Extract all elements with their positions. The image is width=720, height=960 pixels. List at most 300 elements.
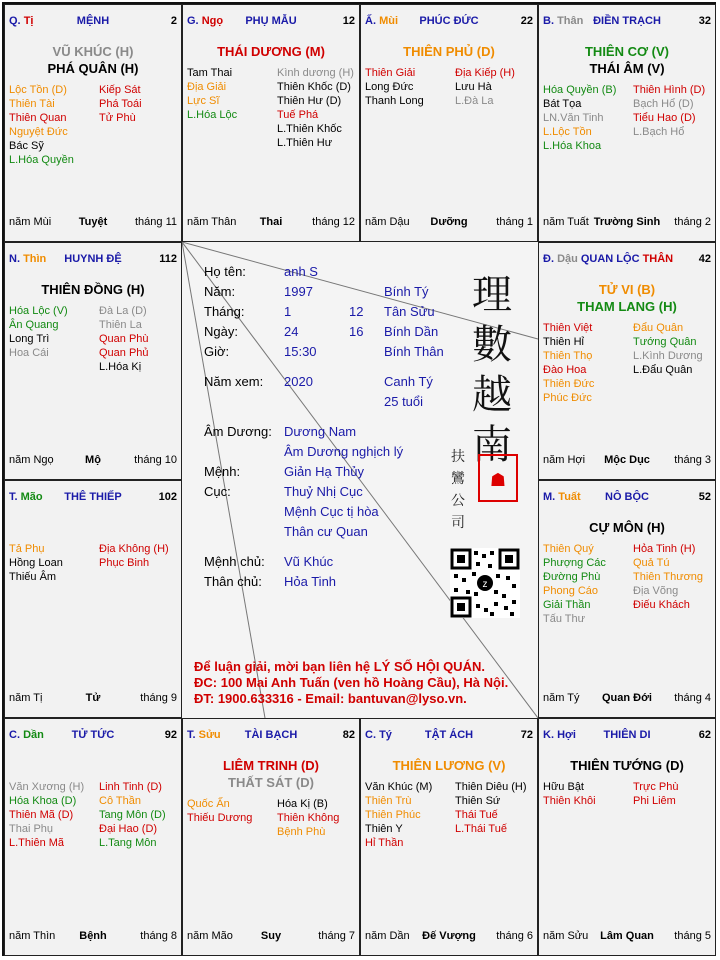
- right-minor-stars: [455, 66, 515, 108]
- palace-name: [5, 491, 181, 503]
- palace-title: TÀI BẠCH: [244, 729, 298, 741]
- day-label: Ngày:: [204, 324, 238, 339]
- minor-star: Tấu Thư: [543, 613, 586, 625]
- main-star: THÁI ÂM (V): [589, 61, 665, 76]
- main-stars: [361, 757, 537, 774]
- amduong-label: Âm Dương:: [204, 424, 272, 439]
- palace-title: TỬ TỨC: [71, 729, 115, 741]
- palace-title: PHỤ MẪU: [245, 15, 297, 27]
- minor-star: Đẩu Quân: [633, 322, 684, 334]
- minor-star: Bệnh Phù: [277, 826, 326, 838]
- minor-star: Thiên Không: [277, 812, 340, 824]
- minor-star: Long Trì: [9, 333, 50, 345]
- minor-star: Hoa Cái: [9, 347, 49, 359]
- minor-star: Thanh Long: [365, 95, 424, 107]
- main-stars: [5, 281, 181, 298]
- amduong-value: Dương Nam: [284, 424, 357, 439]
- publisher-char: 司: [451, 515, 465, 531]
- dai-han-number: 12: [342, 15, 355, 27]
- palace-footer: [543, 454, 711, 467]
- minor-star: Linh Tinh (D): [99, 781, 162, 793]
- minor-star: Tả Phụ: [9, 543, 45, 555]
- minor-star: Hỏa Tinh (H): [633, 543, 696, 555]
- chi: Tuất: [558, 491, 581, 503]
- luu-nien-year: năm Thân: [187, 216, 237, 228]
- minor-star: Thiên Quan: [9, 112, 67, 124]
- luu-nien-year: năm Mão: [187, 930, 233, 942]
- left-minor-stars: [543, 321, 594, 405]
- truong-sinh-stage: Suy: [260, 930, 282, 942]
- main-star: THIÊN TƯỚNG (D): [570, 758, 684, 773]
- minor-star: Hóa Lộc (V): [9, 305, 68, 317]
- minor-star: Địa Võng: [633, 585, 679, 597]
- minor-star: Đại Hao (D): [99, 823, 158, 835]
- palace-title: THÊ THIẾP: [64, 491, 122, 503]
- luu-nien-year: năm Thìn: [9, 930, 56, 942]
- chi: Mão: [20, 491, 43, 503]
- minor-star: Lưu Hà: [455, 81, 492, 93]
- minor-star: L.Đà La: [455, 95, 494, 107]
- minor-star: Phục Binh: [99, 557, 150, 569]
- menh-label: Mệnh:: [204, 464, 241, 479]
- minor-star: Thiên Khôi: [543, 795, 596, 807]
- minor-star: Thiên Thọ: [543, 350, 593, 362]
- right-minor-stars: [633, 83, 705, 139]
- palace-footer: [365, 216, 533, 229]
- truong-sinh-stage: Trường Sinh: [593, 216, 661, 228]
- qr-code[interactable]: [450, 548, 520, 618]
- age: 25 tuổi: [384, 394, 424, 409]
- calligraphy-char: 數: [472, 322, 512, 368]
- minor-star: Thiếu Dương: [187, 812, 253, 824]
- minor-star: Quốc Ấn: [187, 798, 230, 810]
- minor-star: Ân Quang: [9, 319, 59, 331]
- main-star: THIÊN ĐỒNG (H): [41, 282, 145, 297]
- minor-star: L.Thái Tuế: [455, 823, 507, 835]
- palace-title: MỆNH: [76, 15, 110, 27]
- palace-footer: [9, 930, 177, 943]
- minor-star: Thiên Trù: [365, 795, 412, 807]
- minor-star: L.Bạch Hổ: [633, 126, 685, 138]
- palace-footer: [543, 692, 711, 705]
- palace-name: [539, 491, 715, 503]
- minor-star: Địa Giải: [187, 81, 227, 93]
- chi: Dần: [23, 729, 44, 741]
- luu-nguyet-month: tháng 8: [140, 930, 177, 942]
- main-star: THAM LANG (H): [577, 299, 677, 314]
- truong-sinh-stage: Bệnh: [79, 930, 107, 942]
- palace-cell-hoi[interactable]: [538, 718, 716, 956]
- minor-star: Long Đức: [365, 81, 414, 93]
- palace-footer: [543, 216, 711, 229]
- calligraphy-logo: [464, 270, 520, 470]
- publisher-char: 鸞: [451, 471, 465, 487]
- palace-footer: [9, 216, 177, 229]
- minor-star: L.Hóa Lộc: [187, 109, 238, 121]
- left-minor-stars: [543, 780, 596, 808]
- palace-name: [361, 729, 537, 741]
- svg-text:z: z: [482, 579, 488, 590]
- palace-title: HUYNH ĐỆ: [64, 253, 122, 265]
- can: Ấ.: [365, 15, 376, 27]
- truong-sinh-stage: Lâm Quan: [600, 930, 654, 942]
- luu-nien-year: năm Hợi: [543, 454, 586, 466]
- main-stars: [539, 757, 715, 774]
- right-minor-stars: [633, 542, 703, 612]
- birth-month: 1: [284, 304, 292, 319]
- minor-star: Phượng Các: [543, 557, 606, 569]
- minor-star: Thiên Thương: [633, 571, 704, 583]
- menhchu-value: Vũ Khúc: [284, 554, 334, 569]
- right-minor-stars: [633, 780, 678, 808]
- palace-footer: [9, 692, 177, 705]
- palace-cell-mui[interactable]: [360, 4, 538, 242]
- minor-star: L.Hóa Kị: [99, 361, 142, 373]
- minor-star: Kiếp Sát: [99, 84, 141, 96]
- minor-star: Tuế Phá: [277, 109, 319, 121]
- dai-han-number: 92: [164, 729, 177, 741]
- palace-header: [539, 253, 715, 267]
- palace-name: [5, 15, 181, 27]
- contact-phone-email[interactable]: ĐT: 1900.633316 - Email: bantuvan@lyso.vn.: [194, 691, 467, 706]
- minor-star: Thiên Việt: [543, 322, 593, 334]
- right-minor-stars: [99, 542, 169, 570]
- main-star: THIÊN PHỦ (D): [403, 44, 495, 59]
- calligraphy-char: 南: [472, 422, 512, 468]
- minor-star: Hữu Bật: [543, 781, 584, 793]
- left-minor-stars: [9, 304, 68, 360]
- minor-star: Lực Sĩ: [187, 95, 220, 107]
- main-star: THẤT SÁT (D): [228, 775, 314, 790]
- dai-han-number: 112: [159, 253, 177, 265]
- view-year: 2020: [284, 374, 313, 389]
- luu-nguyet-month: tháng 3: [674, 454, 711, 466]
- birth-hour-canchi: Bính Thân: [384, 344, 444, 359]
- minor-star: Thiên Y: [365, 823, 403, 835]
- luu-nien-year: năm Mùi: [9, 216, 52, 228]
- palace-cell-thin[interactable]: [4, 242, 182, 480]
- birth-day: 24: [284, 324, 299, 339]
- palace-footer: [187, 216, 355, 229]
- main-stars: [361, 43, 537, 60]
- palace-header: [183, 15, 359, 29]
- right-minor-stars: [455, 780, 527, 836]
- minor-star: Tiểu Hao (D): [633, 112, 696, 124]
- menhchu-label: Mệnh chủ:: [204, 554, 265, 569]
- left-minor-stars: [9, 83, 74, 167]
- luu-nien-year: năm Tị: [9, 692, 43, 704]
- minor-star: Thiên Hư (D): [277, 95, 342, 107]
- month-label: Tháng:: [204, 304, 245, 319]
- right-minor-stars: [277, 66, 354, 150]
- name-value: anh S: [284, 264, 318, 279]
- publisher-mark: [449, 446, 467, 534]
- dai-han-number: 102: [158, 491, 177, 503]
- left-minor-stars: [365, 66, 424, 108]
- minor-star: Thiên Tài: [9, 98, 55, 110]
- minor-star: Thiên Mã (D): [9, 809, 74, 821]
- main-star: LIÊM TRINH (D): [222, 758, 320, 773]
- minor-star: Thái Tuế: [455, 809, 498, 821]
- minor-star: Tang Môn (D): [99, 809, 166, 821]
- cuc-label: Cục:: [204, 484, 231, 499]
- publisher-char: 扶: [451, 449, 465, 465]
- palace-cell-ty[interactable]: [360, 718, 538, 956]
- calligraphy-char: 越: [472, 372, 512, 418]
- minor-star: Văn Xương (H): [9, 781, 85, 793]
- minor-star: Phá Toái: [99, 98, 142, 110]
- menh-value: Giản Hạ Thủy: [284, 464, 364, 479]
- luu-nien-year: năm Tuất: [543, 216, 589, 228]
- palace-title: THIÊN DI: [603, 729, 651, 741]
- minor-star: Quan Phù: [99, 333, 149, 345]
- palace-footer: [543, 930, 711, 943]
- left-minor-stars: [9, 780, 84, 850]
- luu-nien-year: năm Tý: [543, 692, 580, 704]
- minor-star: Văn Khúc (M): [365, 781, 433, 793]
- luu-nguyet-month: tháng 12: [312, 216, 355, 228]
- can: K.: [543, 729, 554, 741]
- left-minor-stars: [543, 542, 606, 626]
- minor-star: Thiếu Âm: [9, 571, 57, 583]
- thanchu-label: Thân chủ:: [204, 574, 262, 589]
- main-star: PHÁ QUÂN (H): [47, 61, 139, 76]
- truong-sinh-stage: Đế Vượng: [422, 930, 476, 942]
- minor-star: Hóa Quyền (B): [543, 84, 617, 96]
- minor-star: L.Kình Dương: [633, 350, 703, 362]
- left-minor-stars: [187, 66, 237, 122]
- palace-name: [539, 15, 715, 27]
- right-minor-stars: [99, 304, 149, 374]
- minor-star: Giải Thần: [543, 599, 591, 611]
- minor-star: Thiên La: [99, 319, 142, 331]
- view-year-canchi: Canh Tý: [384, 374, 433, 389]
- palace-name: [539, 729, 715, 741]
- minor-star: Tử Phù: [99, 112, 136, 124]
- luu-nguyet-month: tháng 7: [318, 930, 355, 942]
- chi: Mùi: [379, 15, 399, 27]
- palace-cell-ti[interactable]: [4, 4, 182, 242]
- minor-star: L.Thiên Khốc: [277, 123, 342, 135]
- main-stars: [5, 43, 181, 77]
- minor-star: Thiên Hỉ: [543, 336, 584, 348]
- luu-nguyet-month: tháng 11: [134, 216, 177, 228]
- palace-title: NÔ BỘC: [605, 491, 649, 503]
- contact-address: ĐC: 100 Mai Anh Tuấn (ven hồ Hoàng Cầu), Hà Nội.: [194, 675, 509, 690]
- can: C.: [365, 729, 376, 741]
- birth-day-lunar: 16: [349, 324, 364, 339]
- palace-header: [5, 491, 181, 505]
- right-minor-stars: [277, 797, 339, 839]
- birth-month-lunar: 12: [349, 304, 364, 319]
- chi: Hợi: [557, 729, 576, 741]
- palace-cell-dan[interactable]: [4, 718, 182, 956]
- minor-star: Hỉ Thần: [365, 837, 404, 849]
- palace-header: [539, 491, 715, 505]
- minor-star: Quả Tú: [633, 557, 670, 569]
- palace-header: [5, 729, 181, 743]
- minor-star: Địa Kiếp (H): [455, 67, 515, 79]
- right-minor-stars: [99, 83, 142, 125]
- minor-star: Phúc Đức: [543, 392, 592, 404]
- dai-han-number: 82: [342, 729, 355, 741]
- main-star: THIÊN LƯƠNG (V): [392, 758, 506, 773]
- minor-star: L.Đẩu Quân: [633, 364, 693, 376]
- dai-han-number: 42: [698, 253, 711, 265]
- luu-nien-year: năm Dậu: [365, 216, 410, 228]
- publisher-char: 公: [451, 493, 465, 509]
- can: G.: [187, 15, 199, 27]
- truong-sinh-stage: Dưỡng: [430, 216, 468, 228]
- palace-title: ĐIỀN TRẠCH: [593, 15, 661, 27]
- luu-nguyet-month: tháng 6: [496, 930, 533, 942]
- luu-nguyet-month: tháng 4: [674, 692, 711, 704]
- center-info-panel: [182, 242, 538, 718]
- main-star: CỰ MÔN (H): [589, 520, 665, 535]
- left-minor-stars: [187, 797, 252, 825]
- left-minor-stars: [543, 83, 616, 153]
- minor-star: Trực Phù: [633, 781, 679, 793]
- cuc-value: Thuỷ Nhị Cục: [284, 484, 363, 499]
- main-star: TỬ VI (B): [598, 282, 656, 297]
- palace-cell-suu[interactable]: [182, 718, 360, 956]
- amduong-note: Âm Dương nghịch lý: [284, 444, 404, 459]
- minor-star: Tam Thai: [187, 67, 233, 79]
- minor-star: Đào Hoa: [543, 364, 587, 376]
- minor-star: Bát Tọa: [543, 98, 582, 110]
- minor-star: Cô Thần: [99, 795, 141, 807]
- can: Đ.: [543, 253, 554, 265]
- palace-header: [5, 15, 181, 29]
- birth-month-canchi: Tân Sửu: [384, 304, 435, 319]
- dai-han-number: 62: [698, 729, 711, 741]
- truong-sinh-stage: Quan Đới: [602, 692, 652, 704]
- minor-star: Thai Phụ: [9, 823, 54, 835]
- truong-sinh-stage: Thai: [259, 216, 283, 228]
- palace-footer: [187, 930, 355, 943]
- can: T.: [187, 729, 196, 741]
- left-minor-stars: [9, 542, 63, 584]
- chi: Ngọ: [201, 15, 224, 27]
- palace-header: [539, 729, 715, 743]
- palace-header: [183, 729, 359, 743]
- than-cu: Thân cư Quan: [284, 524, 368, 539]
- palace-footer: [9, 454, 177, 467]
- palace-cell-than[interactable]: [538, 4, 716, 242]
- than-marker: THÂN: [642, 253, 674, 265]
- minor-star: Bác Sỹ: [9, 140, 44, 152]
- luu-nguyet-month: tháng 1: [496, 216, 533, 228]
- dai-han-number: 22: [520, 15, 533, 27]
- birth-year-canchi: Bính Tý: [384, 284, 429, 299]
- can: T.: [9, 491, 18, 503]
- luu-nguyet-month: tháng 2: [674, 216, 711, 228]
- minor-star: Thiên Sứ: [455, 795, 501, 807]
- year-label: Năm:: [204, 284, 236, 299]
- main-stars: [539, 281, 715, 315]
- luu-nguyet-month: tháng 5: [674, 930, 711, 942]
- birth-year: 1997: [284, 284, 313, 299]
- chi: Tị: [23, 15, 34, 27]
- luu-nien-year: năm Dần: [365, 930, 410, 942]
- minor-star: L.Tang Môn: [99, 837, 157, 849]
- minor-star: Phong Cáo: [543, 585, 599, 597]
- chi: Thìn: [23, 253, 47, 265]
- minor-star: Đường Phù: [543, 571, 601, 583]
- minor-star: Nguyệt Đức: [9, 126, 68, 138]
- minor-star: Lộc Tồn (D): [9, 84, 67, 96]
- left-minor-stars: [365, 780, 432, 850]
- luu-nien-year: năm Sửu: [543, 930, 589, 942]
- palace-name: [183, 15, 359, 27]
- luu-nguyet-month: tháng 9: [140, 692, 177, 704]
- minor-star: Thiên Khốc (D): [277, 81, 351, 93]
- palace-header: [5, 253, 181, 267]
- can: M.: [543, 491, 556, 503]
- name-label: Họ tên:: [204, 264, 246, 279]
- minor-star: Thiên Phúc: [365, 809, 421, 821]
- dai-han-number: 2: [170, 15, 177, 27]
- minor-star: Kình dương (H): [277, 67, 354, 79]
- luu-nguyet-month: tháng 10: [134, 454, 177, 466]
- palace-cell-tuat[interactable]: [538, 480, 716, 718]
- minor-star: L.Lộc Tồn: [543, 126, 592, 138]
- dai-han-number: 52: [698, 491, 711, 503]
- palace-name: [5, 253, 181, 265]
- main-stars: [183, 43, 359, 60]
- palace-name: [183, 729, 359, 741]
- minor-star: Hóa Kị (B): [277, 798, 328, 810]
- palace-cell-mao[interactable]: [4, 480, 182, 718]
- minor-star: Thiên Giải: [365, 67, 416, 79]
- truong-sinh-stage: Mộc Dục: [604, 454, 650, 466]
- chi: Thân: [557, 15, 584, 27]
- chi: Dậu: [557, 253, 578, 265]
- palace-header: [361, 15, 537, 29]
- minor-star: Điếu Khách: [633, 599, 690, 611]
- palace-title: QUAN LỘC: [580, 253, 640, 265]
- can: B.: [543, 15, 554, 27]
- view-year-label: Năm xem:: [204, 374, 264, 389]
- minor-star: L.Hóa Khoa: [543, 140, 602, 152]
- birth-day-canchi: Bính Dần: [384, 324, 439, 339]
- palace-name: [539, 253, 715, 265]
- right-minor-stars: [99, 780, 166, 850]
- minor-star: LN.Văn Tinh: [543, 112, 604, 124]
- cuc-relation: Mệnh Cục tị hòa: [284, 504, 379, 519]
- truong-sinh-stage: Tuyệt: [78, 216, 108, 228]
- chi: Tý: [379, 729, 392, 741]
- minor-star: Thiên Quý: [543, 543, 594, 555]
- can: Q.: [9, 15, 21, 27]
- palace-cell-ngo[interactable]: [182, 4, 360, 242]
- luu-nien-year: năm Ngọ: [9, 454, 54, 466]
- palace-cell-dau[interactable]: [538, 242, 716, 480]
- dai-han-number: 72: [520, 729, 533, 741]
- minor-star: Thiên Diêu (H): [455, 781, 527, 793]
- palace-name: [5, 729, 181, 741]
- minor-star: Thiên Hình (D): [633, 84, 706, 96]
- can: N.: [9, 253, 20, 265]
- contact-line: Để luận giải, mời bạn liên hệ LÝ SỐ HỘI QUÁN.: [194, 659, 485, 674]
- truong-sinh-stage: Tử: [85, 692, 101, 704]
- main-star: THIÊN CƠ (V): [584, 44, 670, 59]
- main-star: VŨ KHÚC (H): [52, 44, 134, 59]
- hour-label: Giờ:: [204, 344, 230, 359]
- minor-star: Hóa Khoa (D): [9, 795, 77, 807]
- dai-han-number: 32: [698, 15, 711, 27]
- minor-star: Quan Phủ: [99, 347, 149, 359]
